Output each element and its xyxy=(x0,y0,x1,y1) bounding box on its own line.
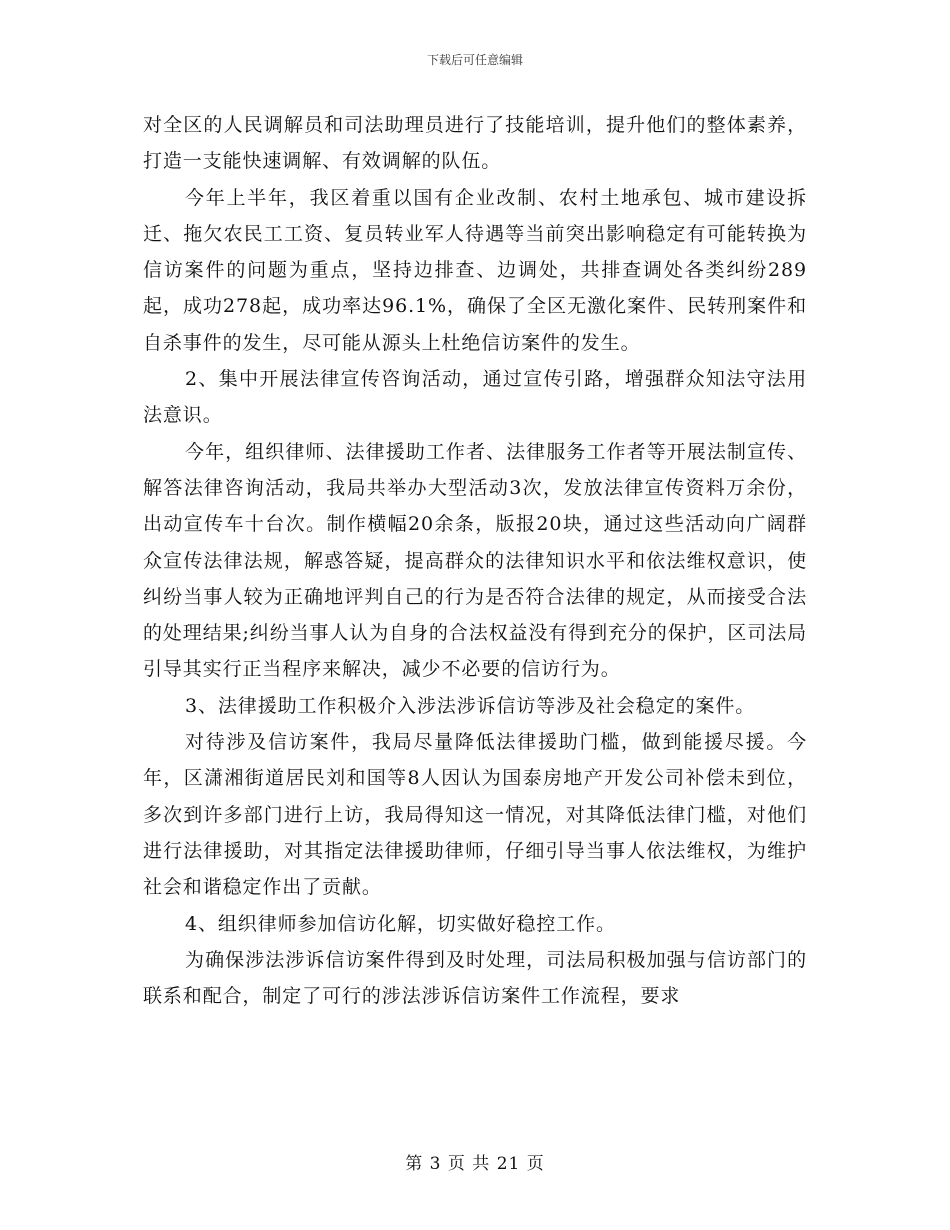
paragraph-6: 对待涉及信访案件，我局尽量降低法律援助门槛，做到能援尽援。今年，区潇湘街道居民刘和国等8人因认为国泰房地产开发公司补偿未到位，多次到许多部门进行上访，我局得知这一情况，对其降低法律门槛，对他们进行法律援助，对其指定法律援助律师，仔细引导当事人依法维权，为维护社会和谐稳定作出了贡献。 xyxy=(143,731,807,899)
paragraph-8: 为确保涉法涉诉信访案件得到及时处理，司法局积极加强与信访部门的联系和配合，制定了可行的涉法涉诉信访案件工作流程，要求 xyxy=(143,948,807,1008)
paragraph-2: 今年上半年，我区着重以国有企业改制、农村土地承包、城市建设拆迁、拖欠农民工工资、复员转业军人待遇等当前突出影响稳定有可能转换为信访案件的问题为重点，坚持边排查、边调处，共排查调处各类纠纷289起，成功278起，成功率达96.1%，确保了全区无激化案件、民转刑案件和自杀事件的发生，尽可能从源头上杜绝信访案件的发生。 xyxy=(143,186,807,354)
document-body xyxy=(143,107,807,1014)
paragraph-4: 今年，组织律师、法律援助工作者、法律服务工作者等开展法制宣传、解答法律咨询活动，我局共举办大型活动3次，发放法律宣传资料万余份，出动宣传车十台次。制作横幅20余条，版报20块，通过这些活动向广阔群众宣传法律法规，解惑答疑，提高群众的法律知识水平和依法维权意识，使纠纷当事人较为正确地评判自己的行为是否符合法律的规定，从而接受合法的处理结果;纠纷当事人认为自身的合法权益没有得到充分的保护，区司法局引导其实行正当程序来解决，减少不必要的信访行为。 xyxy=(143,440,808,681)
paragraph-5-heading: 3、法律援助工作积极介入涉法涉诉信访等涉及社会稳定的案件。 xyxy=(185,694,756,717)
page-header-note: 下载后可任意编辑 xyxy=(426,53,523,67)
paragraph-7-heading: 4、组织律师参加信访化解，切实做好稳控工作。 xyxy=(185,912,616,935)
page-number-footer: 第 3 页 共 21 页 xyxy=(405,1154,545,1174)
paragraph-3-heading: 2、集中开展法律宣传咨询活动，通过宣传引路，增强群众知法守法用法意识。 xyxy=(143,368,807,427)
paragraph-1: 对全区的人民调解员和司法助理员进行了技能培训，提升他们的整体素养，打造一支能快速调解、有效调解的队伍。 xyxy=(143,114,807,173)
